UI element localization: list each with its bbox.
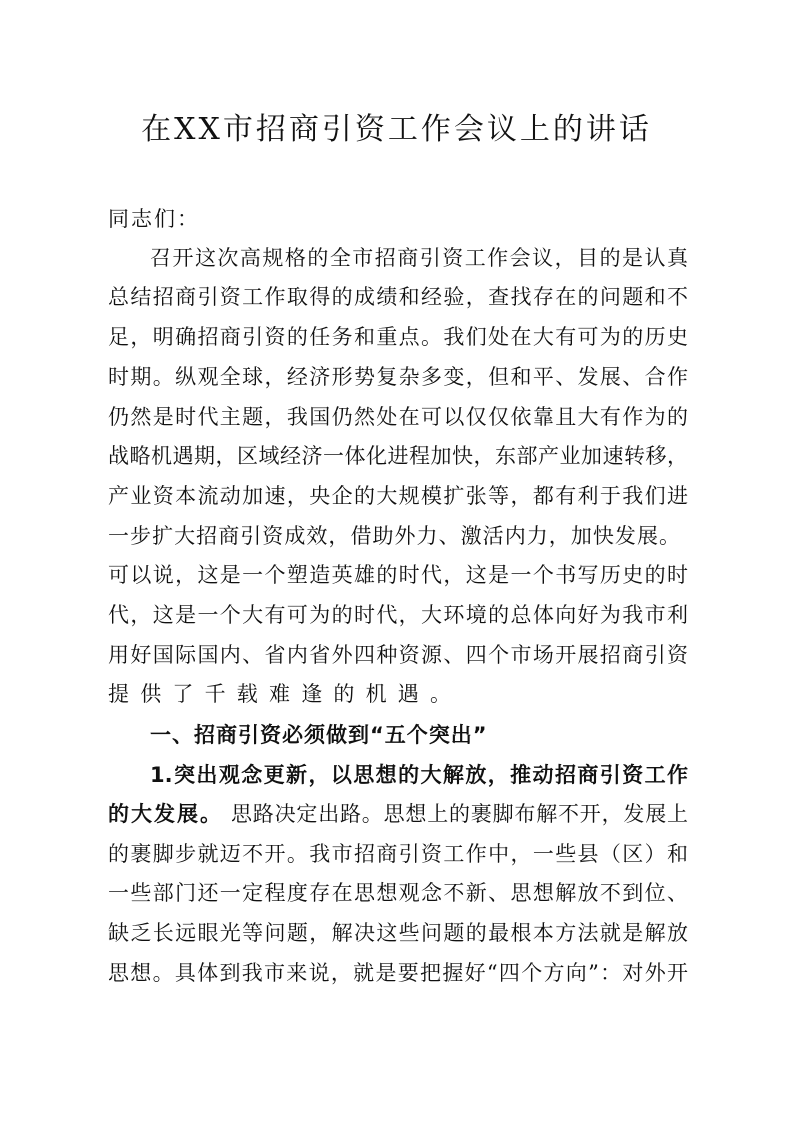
section-heading: 一、招商引资必须做到“五个突出” [150, 723, 488, 747]
text-line: 足，明确招商引资的任务和重点。我们处在大有可为的历史 [108, 325, 688, 349]
subsection-heading-end: 的大发展。 [108, 802, 223, 826]
text-line: 战略机遇期，区域经济一体化进程加快，东部产业加速转移， [108, 444, 688, 468]
text-line: 一些部门还一定程度存在思想观念不新、思想解放不到位、 [108, 881, 688, 905]
text-line: 缺乏长远眼光等问题，解决这些问题的最根本方法就是解放 [108, 921, 688, 945]
salutation: 同志们： [108, 207, 200, 231]
text-line: 的裹脚步就迈不开。我市招商引资工作中，一些县（区）和 [108, 842, 688, 866]
text-line: 代，这是一个大有可为的时代，大环境的总体向好为我市利 [108, 603, 688, 627]
text-segment: 思路决定出路。思想上的裹脚布解不开，发展上 [231, 802, 688, 826]
text-line: 提供了千载难逢的机遇。 [108, 682, 463, 706]
text-line: 仍然是时代主题，我国仍然处在可以仅仅依靠且大有作为的 [108, 405, 688, 429]
text-line: 用好国际国内、省内省外四种资源、四个市场开展招商引资 [108, 643, 688, 667]
text-line: 可以说，这是一个塑造英雄的时代，这是一个书写历史的时 [108, 563, 688, 587]
text-line: 时期。纵观全球，经济形势复杂多变，但和平、发展、合作 [108, 365, 688, 389]
text-line: 一步扩大招商引资成效，借助外力、激活内力，加快发展。 [108, 524, 680, 548]
text-line: 召开这次高规格的全市招商引资工作会议，目的是认真 [150, 246, 688, 270]
subsection-heading: 1.突出观念更新，以思想的大解放，推动招商引资工作 [150, 763, 688, 787]
text-line: 思想。具体到我市来说，就是要把握好“四个方向”：对外开 [108, 961, 688, 985]
text-line: 产业资本流动加速，央企的大规模扩张等，都有利于我们进 [108, 484, 688, 508]
text-line: 总结招商引资工作取得的成绩和经验，查找存在的问题和不 [108, 285, 688, 309]
text-line [108, 801, 688, 827]
document-title: 在XX市招商引资工作会议上的讲话 [141, 112, 652, 147]
